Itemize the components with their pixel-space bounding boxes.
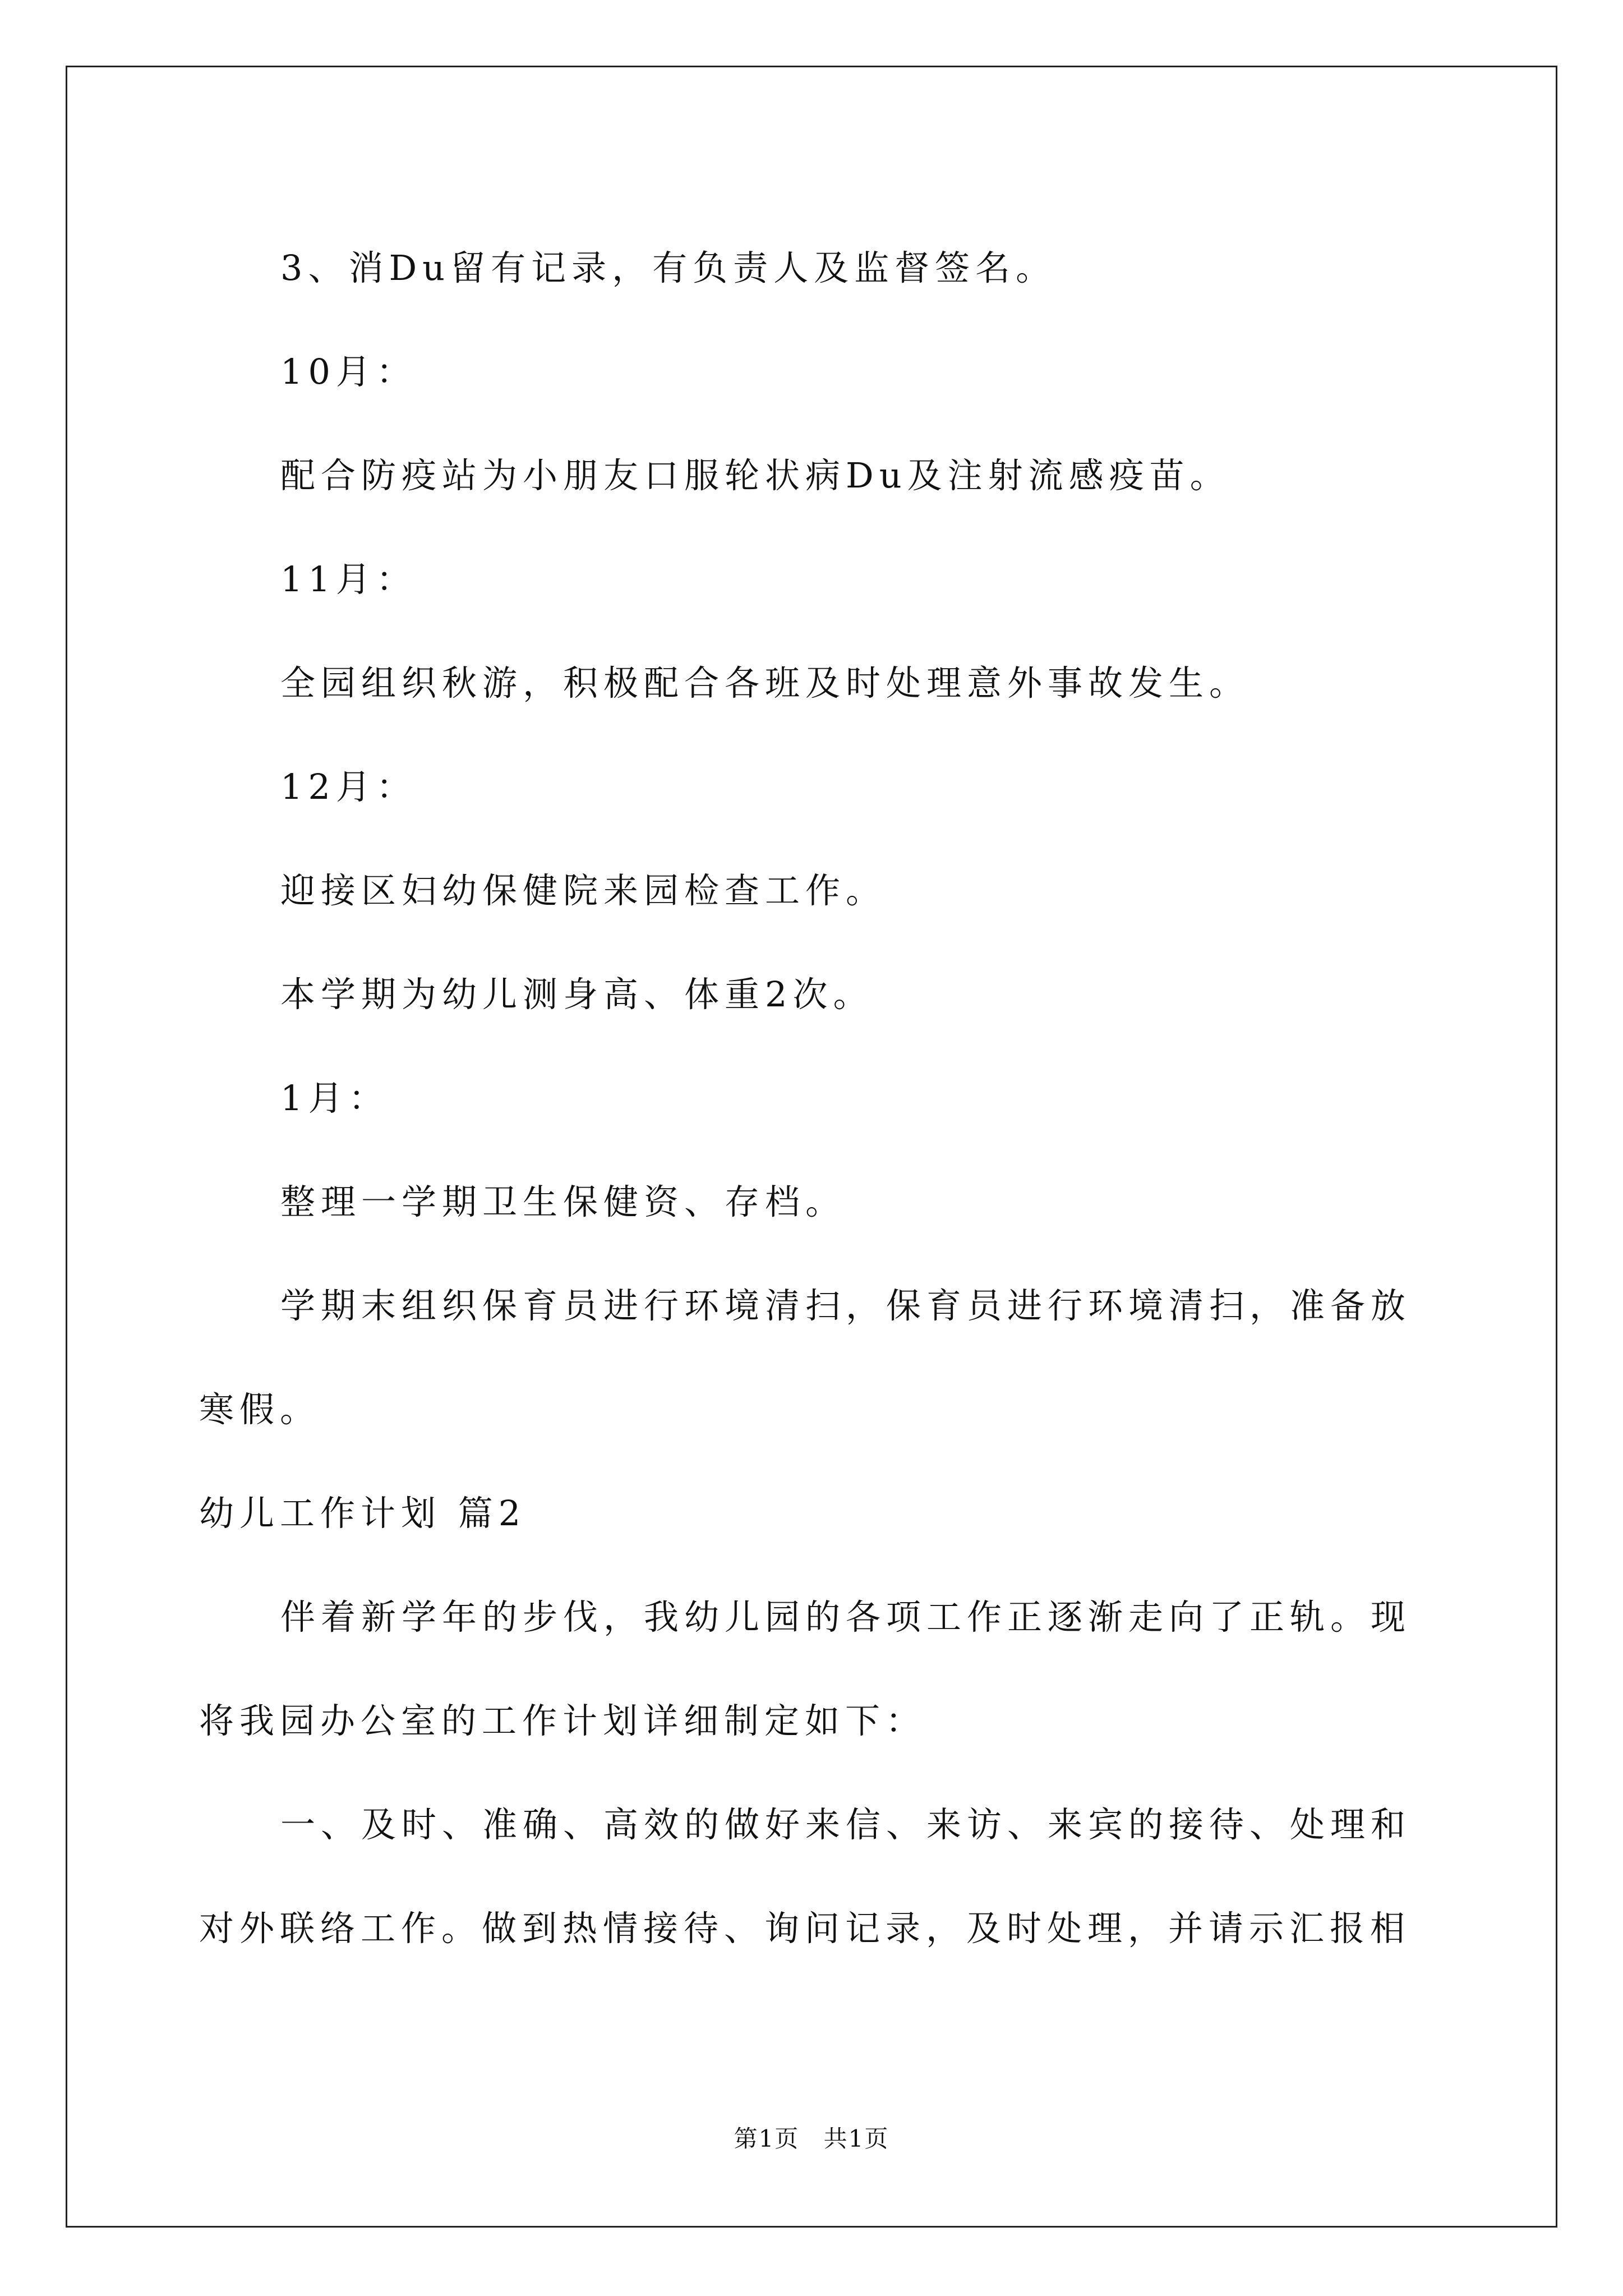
paragraph: 学期末组织保育员进行环境清扫，保育员进行环境清扫，准备放寒假。 [199, 1285, 1412, 1430]
paragraph: 伴着新学年的步伐，我幼儿园的各项工作正逐渐走向了正轨。现将我园办公室的工作计划详细制定如下： [199, 1596, 1412, 1741]
document-body [199, 216, 1430, 1980]
section-heading: 幼儿工作计划 篇2 [199, 1493, 527, 1534]
paragraph: 一、及时、准确、高效的做好来信、来访、来宾的接待、处理和对外联络工作。做到热情接待、询问记录，及时处理，并请示汇报相 [199, 1804, 1412, 1949]
paragraph: 配合防疫站为小朋友口服轮状病Du及注射流感疫苗。 [280, 455, 1230, 496]
paragraph: 1月： [280, 1078, 389, 1119]
paragraph: 10月： [280, 351, 417, 392]
page-footer [0, 2125, 1623, 2153]
paragraph: 整理一学期卫生保健资、存档。 [280, 1181, 846, 1222]
paragraph: 全园组织秋游，积极配合各班及时处理意外事故发生。 [280, 662, 1250, 703]
paragraph: 11月： [280, 559, 417, 600]
paragraph: 3、消Du留有记录，有负责人及监督签名。 [280, 247, 1057, 288]
page-total: 共1页 [823, 2125, 889, 2152]
paragraph: 迎接区妇幼保健院来园检查工作。 [280, 870, 887, 911]
page-number: 第1页 [734, 2125, 800, 2152]
paragraph: 12月： [280, 766, 417, 807]
paragraph: 本学期为幼儿测身高、体重2次。 [280, 974, 874, 1015]
